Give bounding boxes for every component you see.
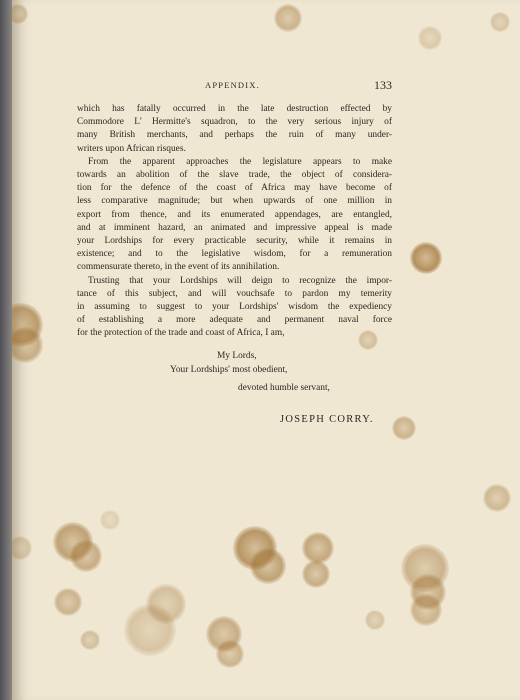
foxing-stain [12,4,28,24]
body-text [77,103,392,341]
foxing-stain [216,640,244,668]
foxing-stain [302,560,330,588]
text-line: commensurate thereto, in the event of its annihilation. [77,262,280,273]
foxing-stain [12,303,43,347]
foxing-stain [12,536,32,560]
foxing-stain [124,604,176,656]
foxing-stain [410,242,442,274]
foxing-stain [483,484,511,512]
foxing-stain [302,532,334,564]
foxing-stain [12,327,43,363]
page-number: 133 [374,78,392,92]
foxing-stain [410,594,442,626]
foxing-stain [274,4,302,32]
foxing-stain [54,588,82,616]
foxing-stain [146,584,186,624]
signature: JOSEPH CORRY. [280,414,374,425]
closing-line-1: Your Lordships' most obedient, [170,365,288,375]
text-line: From the apparent approaches the legislature appears to make [88,156,392,167]
foxing-stain [100,510,120,530]
text-line: export from thence, and its enumerated appendages, are entangled, [77,209,392,220]
text-line: many British merchants, and perhaps the ruin of many under- [77,130,392,141]
text-line: which has fatally occurred in the late destruction effected by [77,104,392,114]
text-line: your Lordships for every practicable security, while it remains in [77,236,392,247]
foxing-stain [250,548,286,584]
binding-gutter [0,0,12,700]
text-line: of establishing a more adequate and permanent naval force [77,315,392,326]
foxing-stain [418,26,442,50]
closing-line-2: devoted humble servant, [238,383,330,393]
text-line: less comparative magnitude; but when upwards of one million in [77,196,392,207]
closing-salutation: My Lords, [217,351,257,361]
foxing-stain [53,522,93,562]
text-line: tance of this subject, and will vouchsafe to pardon my temerity [77,288,392,299]
text-line: for the protection of the trade and coast of Africa, I am, [77,328,285,339]
foxing-stain [80,630,100,650]
text-line: Commodore L' Hermitte's squadron, to the very serious injury of [77,117,392,128]
foxing-stain [206,616,242,652]
foxing-stain [233,526,277,570]
book-page [12,0,520,700]
foxing-stain [70,540,102,572]
text-line: in assuming to suggest to your Lordships' wisdom the expediency [77,302,392,313]
running-head [77,80,392,94]
running-head-title: APPENDIX. [205,80,260,90]
text-line: existence; and to the legislative wisdom, for a remuneration [77,249,392,260]
text-line: towards an abolition of the slave trade, the object of considera- [77,170,392,181]
foxing-stain [365,610,385,630]
foxing-stain [401,544,449,592]
foxing-stain [392,416,416,440]
foxing-stain [490,12,510,32]
foxing-stain [410,574,446,610]
text-line: Trusting that your Lordships will deign to recognize the impor- [88,275,392,286]
text-line: tion for the defence of the coast of Africa may have become of [77,183,392,194]
text-line: and at imminent hazard, an animated and impressive appeal is made [77,222,392,233]
text-line: writers upon African risques. [77,143,186,154]
